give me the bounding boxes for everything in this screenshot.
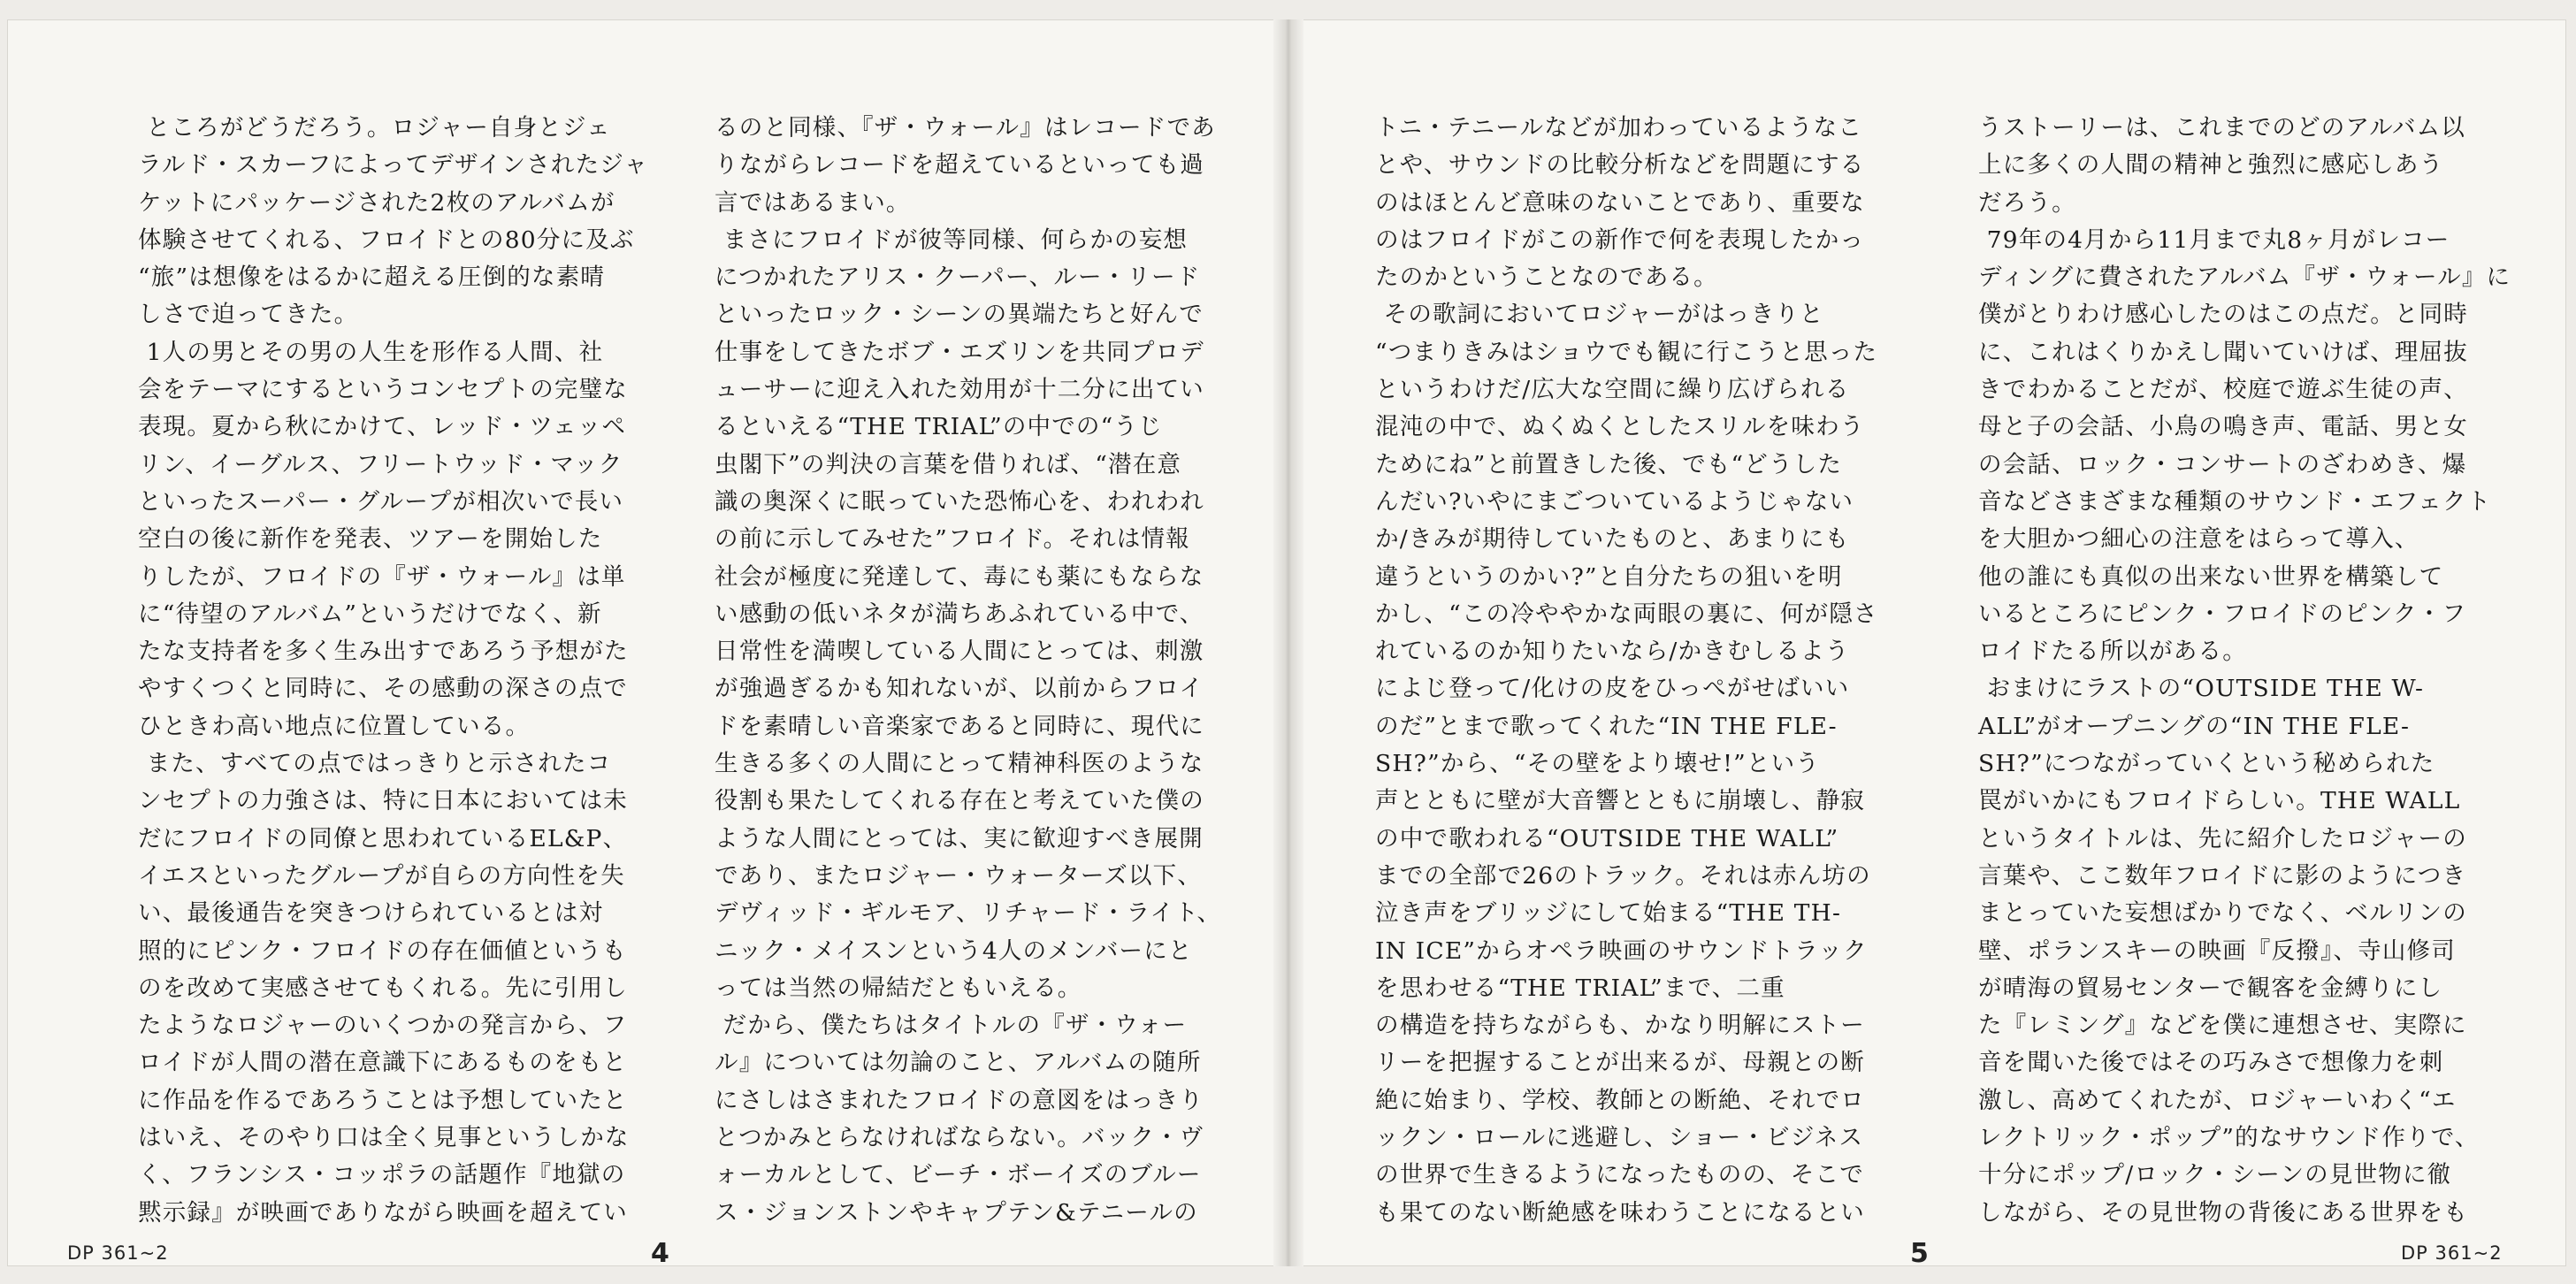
text-line: 空白の後に新作を発表、ツアーを開始した: [138, 525, 603, 554]
text-line: ひときわ高い地点に位置している。: [138, 712, 531, 740]
text-line: まとっていた妄想ばかりでなく、ベルリンの: [1978, 899, 2467, 928]
text-line: というわけだ/広大な空間に繰り広げられる: [1375, 376, 1850, 404]
book-gutter: [1273, 19, 1303, 1266]
text-line: に、これはくりかえし聞いていけば、理屈抜: [1978, 338, 2468, 366]
text-line: ロイドたる所以がある。: [1978, 638, 2247, 666]
text-line: 黙示録』が映画でありながら映画を超えてい: [138, 1198, 628, 1227]
text-line: い感動の低いネタが満ちあふれている中で、: [715, 600, 1204, 628]
text-line: るのと同様、『ザ・ウォール』はレコードであ: [715, 114, 1216, 141]
text-line: ラルド・スカーフによってデザインされたジャ: [138, 151, 649, 180]
text-line: りながらレコードを超えているといっても過: [715, 151, 1204, 180]
text-line: トニ・テニールなどが加わっているようなこ: [1375, 114, 1863, 141]
text-line: 1人の男とその男の人生を形作る人間、社: [138, 338, 604, 366]
text-line: 激し、高めてくれたが、ロジャーいわく“エ: [1978, 1086, 2457, 1114]
text-line: っては当然の帰結だともいえる。: [715, 974, 1082, 1002]
text-line: の前に示してみせた”フロイド。それは情報: [715, 525, 1190, 554]
text-line: の中で歌われる“OUTSIDE THE WALL”: [1375, 824, 1839, 852]
text-line: れているのか知りたいなら/かきむしるよう: [1375, 638, 1850, 666]
right-page-column-2: [1978, 110, 2511, 1232]
catalog-number: DP 361~2: [2401, 1242, 2503, 1264]
text-line: SH?”につながっていくという秘められた: [1978, 750, 2435, 778]
text-line: 言葉や、ここ数年フロイドに影のようにつき: [1978, 861, 2467, 890]
text-line: たのかということなのである。: [1375, 264, 1718, 292]
text-line: ューサーに迎え入れた効用が十二分に出てい: [715, 376, 1204, 404]
text-line: はいえ、そのやり口は全く見事というしかな: [138, 1124, 630, 1152]
text-line: 混沌の中で、ぬくぬくとしたスリルを味わう: [1375, 413, 1865, 441]
text-line: いるところにピンク・フロイドのピンク・フ: [1978, 600, 2467, 628]
text-line: ォーカルとして、ビーチ・ボーイズのブルー: [715, 1161, 1202, 1189]
text-line: 体験させてくれる、フロイドとの80分に及ぶ: [138, 225, 635, 254]
text-line: るといえる“THE TRIAL”の中での“うじ: [715, 413, 1163, 441]
text-line: ドを素晴しい音楽家であると同時に、現代に: [715, 712, 1204, 740]
text-line: 声とともに壁が大音響とともに崩壊し、静寂: [1375, 787, 1865, 815]
catalog-number: DP 361~2: [67, 1242, 169, 1264]
text-line: また、すべての点ではっきりと示されたコ: [138, 750, 612, 778]
text-line: まさにフロイドが彼等同様、何らかの妄想: [715, 225, 1189, 254]
text-line: 社会が極度に発達して、毒にも薬にもならな: [715, 562, 1204, 591]
text-line: ディングに費されたアルバム『ザ・ウォール』に: [1978, 264, 2511, 292]
text-line: きでわかることだが、校庭で遊ぶ生徒の声、: [1978, 376, 2468, 404]
text-line: 絶に始まり、学校、教師との断絶、それでロ: [1375, 1086, 1865, 1114]
right-page: [1293, 19, 2566, 1269]
text-line: によじ登って/化けの皮をひっぺがせばいい: [1375, 675, 1850, 703]
text-line: が晴海の貿易センターで観客を金縛りにし: [1978, 974, 2443, 1002]
text-line: 照的にピンク・フロイドの存在価値というも: [138, 936, 627, 965]
text-line: く、フランシス・コッポラの話題作『地獄の: [138, 1161, 626, 1189]
text-line: の世界で生きるようになったものの、そこで: [1375, 1161, 1864, 1189]
text-line: に“待望のアルバム”というだけでなく、新: [138, 600, 602, 628]
text-line: のはフロイドがこの新作で何を表現したかっ: [1375, 225, 1865, 254]
text-line: の構造を持ちながらも、かなり明解にストー: [1375, 1012, 1865, 1040]
text-line: んだい?いやにまごついているようじゃない: [1375, 487, 1854, 516]
text-line: 役割も果たしてくれる存在と考えていた僕の: [715, 787, 1204, 815]
text-line: IN ICE”からオペラ映画のサウンドトラック: [1375, 936, 1868, 965]
text-line: ケットにパッケージされた2枚のアルバムが: [138, 188, 615, 217]
left-page-column-2: [715, 110, 1221, 1232]
text-line: も果てのない断絶感を味わうことになるとい: [1375, 1198, 1865, 1227]
text-line: “つまりきみはショウでも観に行こうと思った: [1375, 338, 1878, 366]
page-number: 5: [1910, 1238, 1929, 1269]
text-line: おまけにラストの“OUTSIDE THE W-: [1978, 675, 2425, 703]
text-line: ALL”がオープニングの“IN THE FLE-: [1978, 712, 2411, 740]
text-line: やすくつくと同時に、その感動の深さの点で: [138, 675, 628, 703]
text-line: 表現。夏から秋にかけて、レッド・ツェッペ: [138, 413, 627, 441]
text-line: しさで迫ってきた。: [138, 301, 359, 329]
right-page-column-1: [1375, 110, 1878, 1232]
text-line: リン、イーグルス、フリートウッド・マック: [138, 450, 623, 478]
text-line: たな支持者を多く生み出すであろう予想がた: [138, 638, 629, 666]
text-line: 十分にポップ/ロック・シーンの見世物に徹: [1978, 1161, 2452, 1189]
text-line: 母と子の会話、小鳥の鳴き声、電話、男と女: [1978, 413, 2468, 441]
text-line: 罠がいかにもフロイドらしい。THE WALL: [1978, 787, 2461, 815]
text-line: レクトリック・ポップ”的なサウンド作りで、: [1978, 1124, 2480, 1152]
text-line: だにフロイドの同僚と思われているEL&P、: [138, 824, 628, 852]
text-line: イエスといったグループが自らの方向性を失: [138, 861, 625, 890]
text-line: 壁、ポランスキーの映画『反撥』、寺山修司: [1978, 936, 2456, 965]
text-line: しながら、その見世物の背後にある世界をも: [1978, 1198, 2468, 1227]
text-line: たようなロジャーのいくつかの発言から、フ: [138, 1012, 628, 1040]
text-line: ためにね”と前置きした後、でも“どうした: [1375, 450, 1843, 478]
text-line: た『レミング』などを僕に連想させ、実際に: [1978, 1012, 2467, 1040]
text-line: 音を聞いた後ではその巧みさで想像力を刺: [1978, 1049, 2444, 1077]
text-line: 言ではあるまい。: [715, 188, 911, 217]
text-line: 上に多くの人間の精神と強烈に感応しあう: [1978, 151, 2444, 180]
text-line: デヴィッド・ギルモア、リチャード・ライト、: [715, 899, 1222, 928]
text-line: かし、“この冷ややかな両眼の裏に、何が隠さ: [1375, 600, 1878, 628]
page-number: 4: [651, 1238, 669, 1269]
text-line: その歌詞においてロジャーがはっきりと: [1375, 301, 1824, 329]
text-line: SH?”から、“その壁をより壊せ!”という: [1375, 750, 1820, 778]
text-line: だろう。: [1978, 188, 2076, 217]
text-line: 会をテーマにするというコンセプトの完璧な: [138, 376, 628, 404]
text-line: とや、サウンドの比較分析などを問題にする: [1375, 151, 1865, 180]
text-line: につかれたアリス・クーパー、ルー・リード: [715, 264, 1201, 292]
text-line: 音などさまざまな種類のサウンド・エフェクト: [1978, 487, 2492, 516]
text-line: 虫閣下”の判決の言葉を借りれば、“潜在意: [715, 450, 1182, 478]
text-line: を思わせる“THE TRIAL”まで、二重: [1375, 974, 1785, 1002]
text-line: か/きみが期待していたものと、あまりにも: [1375, 525, 1850, 554]
text-line: い、最後通告を突きつけられているとは対: [138, 899, 604, 928]
text-line: のを改めて実感させてもくれる。先に引用し: [138, 974, 628, 1002]
text-line: のはほとんど意味のないことであり、重要な: [1375, 188, 1865, 217]
text-line: を大胆かつ細心の注意をはらって導入、: [1978, 525, 2419, 554]
text-line: ロイドが人間の潜在意識下にあるものをもと: [138, 1049, 628, 1077]
text-line: ニック・メイスンという4人のメンバーにと: [715, 936, 1193, 965]
text-line: 79年の4月から11月まで丸8ヶ月がレコー: [1978, 225, 2450, 254]
text-line: に作品を作るであろうことは予想していたと: [138, 1086, 628, 1114]
text-line: うストーリーは、これまでのどのアルバム以: [1978, 114, 2466, 141]
text-line: 泣き声をブリッジにして始まる“THE TH-: [1375, 899, 1842, 928]
text-line: 違うというのかい?”と自分たちの狙いを明: [1375, 562, 1843, 591]
text-line: といったロック・シーンの異端たちと好んで: [715, 301, 1204, 329]
text-line: ス・ジョンストンやキャプテン&テニールの: [715, 1198, 1198, 1227]
text-line: といったスーパー・グループが相次いで長い: [138, 487, 624, 516]
text-line: だから、僕たちはタイトルの『ザ・ウォー: [715, 1012, 1188, 1040]
text-line: とつかみとらなければならない。バック・ヴ: [715, 1124, 1204, 1152]
text-line: 仕事をしてきたボブ・エズリンを共同プロデ: [715, 338, 1204, 366]
text-line: までの全部で26のトラック。それは赤ん坊の: [1375, 861, 1871, 890]
text-line: ンセプトの力強さは、特に日本においては未: [138, 787, 628, 815]
text-line: の会話、ロック・コンサートのざわめき、爆: [1978, 450, 2467, 478]
text-line: “旅”は想像をはるかに超える圧倒的な素晴: [138, 264, 606, 292]
text-line: ような人間にとっては、実に歓迎すべき展開: [715, 824, 1204, 852]
text-line: 日常性を満喫している人間にとっては、刺激: [715, 638, 1204, 666]
text-line: にさしはさまれたフロイドの意図をはっきり: [715, 1086, 1204, 1114]
text-line: ックン・ロールに逃避し、ショー・ビジネス: [1375, 1124, 1864, 1152]
text-line: 他の誰にも真似の出来ない世界を構築して: [1978, 562, 2444, 591]
text-line: ところがどうだろう。ロジャー自身とジェ: [138, 114, 611, 141]
text-line: 僕がとりわけ感心したのはこの点だ。と同時: [1978, 301, 2468, 329]
text-line: であり、またロジャー・ウォーターズ以下、: [715, 861, 1203, 890]
text-line: 生きる多くの人間にとって精神科医のような: [715, 750, 1204, 778]
text-line: ル』については勿論のこと、アルバムの随所: [715, 1049, 1202, 1077]
text-line: というタイトルは、先に紹介したロジャーの: [1978, 824, 2467, 852]
left-page-column-1: [138, 110, 648, 1232]
left-page: [7, 19, 1286, 1269]
text-line: りしたが、フロイドの『ザ・ウォール』は単: [138, 562, 626, 591]
text-line: リーを把握することが出来るが、母親との断: [1375, 1049, 1865, 1077]
text-line: 識の奥深くに眠っていた恐怖心を、われわれ: [715, 487, 1204, 516]
text-line: のだ”とまで歌ってくれた“IN THE FLE-: [1375, 712, 1838, 740]
text-line: が強過ぎるかも知れないが、以前からフロイ: [715, 675, 1204, 703]
